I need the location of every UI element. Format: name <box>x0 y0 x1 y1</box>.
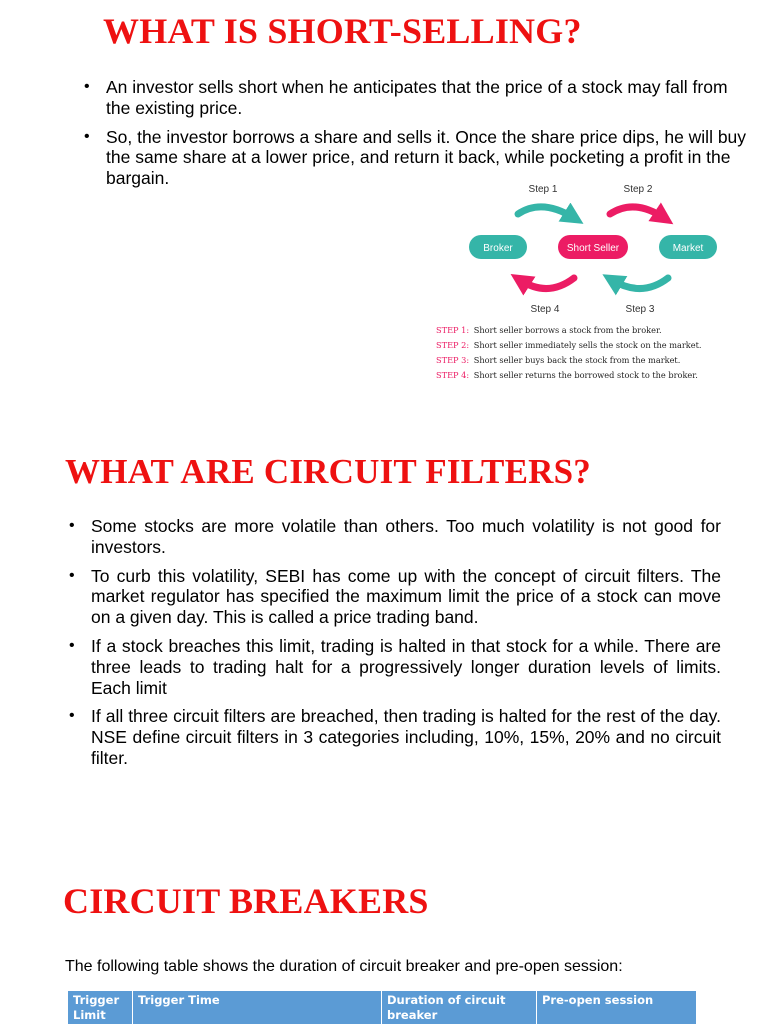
step-3-arrow-icon <box>612 278 668 289</box>
step-legend-3 <box>436 355 680 365</box>
step-3-label: Step 3 <box>625 304 655 315</box>
step-legend-text: Short seller returns the borrowed stock to the broker. <box>473 370 698 380</box>
step-legend-label: STEP 3: <box>436 355 470 365</box>
circuit-breaker-table <box>67 990 697 1024</box>
step-legend-label: STEP 1: <box>436 325 470 335</box>
step-legend-4 <box>436 370 698 380</box>
step-1-arrow-icon <box>518 207 574 218</box>
step-1-label: Step 1 <box>528 184 558 195</box>
step-2-arrow-icon <box>610 207 664 218</box>
short-selling-bullet-list <box>84 77 750 197</box>
step-4-label: Step 4 <box>530 304 560 315</box>
short-selling-heading: WHAT IS SHORT-SELLING? <box>103 11 582 51</box>
table-header-row <box>68 991 697 1024</box>
column-header: Duration of circuit breaker <box>382 991 537 1024</box>
short-seller-node-label: Short Seller <box>566 243 620 254</box>
column-header: Trigger Time <box>133 991 382 1024</box>
short-selling-diagram <box>430 180 760 392</box>
broker-node-label: Broker <box>483 243 513 254</box>
step-legend-text: Short seller immediately sells the stock on the market. <box>473 340 702 350</box>
step-legend-label: STEP 4: <box>436 370 470 380</box>
market-node-label: Market <box>672 243 704 254</box>
list-item: • Some stocks are more volatile than others. Too much volatility is not good for investors. <box>69 516 721 558</box>
list-item: • To curb this volatility, SEBI has come up with the concept of circuit filters. The market regulator has specified the maximum limit the price of a stock can move on a given day. This is called a price trading band. <box>69 566 721 628</box>
column-header: Trigger Limit <box>68 991 133 1024</box>
step-legend-text: Short seller borrows a stock from the broker. <box>473 325 662 335</box>
step-legend-label: STEP 2: <box>436 340 470 350</box>
step-legend-2 <box>436 340 701 350</box>
list-item: • So, the investor borrows a share and sells it. Once the share price dips, he will buy the same share at a lower price, and return it back, while pocketing a profit in the bargain. <box>84 127 750 189</box>
list-item: • If all three circuit filters are breached, then trading is halted for the rest of the day. NSE define circuit filters in 3 categories including, 10%, 15%, 20% and no circuit filter. <box>69 706 721 768</box>
step-4-arrow-icon <box>520 278 574 289</box>
list-item: • If a stock breaches this limit, trading is halted in that stock for a while. There are three leads to trading halt for a progressively longer duration levels of limits. Each limit <box>69 636 721 698</box>
circuit-breakers-heading: CIRCUIT BREAKERS <box>63 881 429 921</box>
circuit-filters-bullet-list <box>69 516 721 777</box>
step-2-label: Step 2 <box>623 184 653 195</box>
circuit-breaker-table-intro: The following table shows the duration of circuit breaker and pre-open session: <box>65 958 623 975</box>
step-legend-text: Short seller buys back the stock from the market. <box>473 355 681 365</box>
column-header: Pre-open session <box>537 991 697 1024</box>
circuit-filters-heading: WHAT ARE CIRCUIT FILTERS? <box>65 452 591 491</box>
list-item: • An investor sells short when he anticipates that the price of a stock may fall from the existing price. <box>84 77 750 119</box>
step-legend-1 <box>436 325 662 335</box>
